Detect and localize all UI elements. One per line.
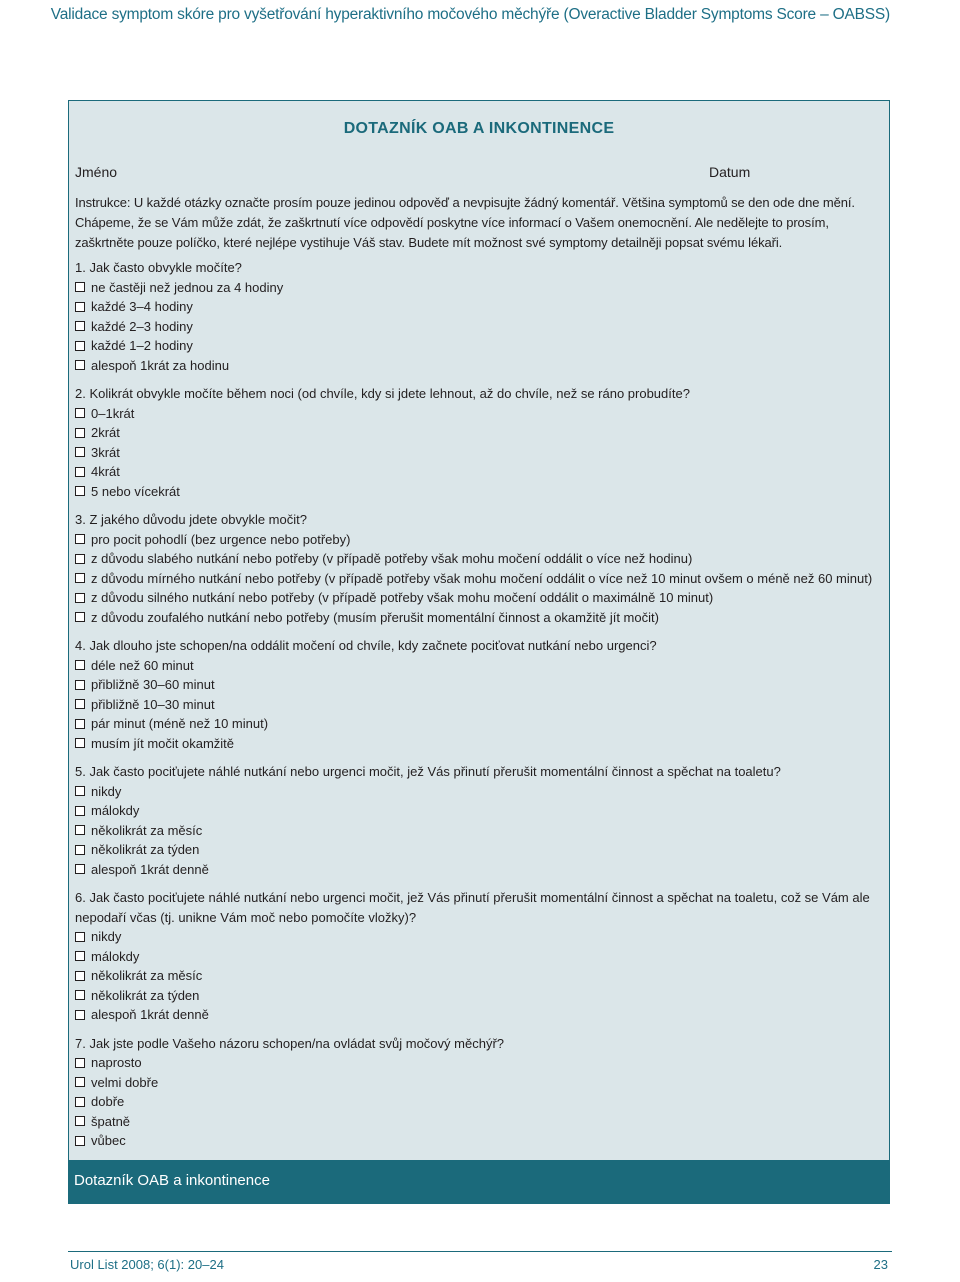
answer-option[interactable] <box>75 423 889 443</box>
answer-option[interactable] <box>75 482 889 502</box>
answer-option[interactable] <box>75 443 889 463</box>
checkbox-icon[interactable] <box>75 786 85 796</box>
answer-option-label: musím jít močit okamžitě <box>91 735 235 751</box>
answer-option-label: 2krát <box>91 425 120 441</box>
checkbox-icon[interactable] <box>75 302 85 312</box>
question-text <box>75 636 889 656</box>
answer-option-label: každé 2–3 hodiny <box>91 318 193 334</box>
checkbox-icon[interactable] <box>75 719 85 729</box>
checkbox-icon[interactable] <box>75 864 85 874</box>
form-footer-bar <box>68 1160 890 1204</box>
answer-option[interactable] <box>75 530 889 550</box>
checkbox-icon[interactable] <box>75 738 85 748</box>
answer-option[interactable] <box>75 608 889 628</box>
question-4 <box>75 636 889 753</box>
checkbox-icon[interactable] <box>75 990 85 1000</box>
answer-option-label: z důvodu mírného nutkání nebo potřeby (v případě potřeby však mohu močení oddálit o více než 10 minut ovšem o méně než 60 minut) <box>91 570 873 586</box>
form-footer-label: Dotazník OAB a inkontinence <box>74 1172 270 1189</box>
question-text-line: 5. Jak často pociťujete náhlé nutkání nebo urgenci močit, jež Vás přinutí přerušit momentální činnost a spěchat na toaletu? <box>75 764 781 779</box>
answer-option[interactable] <box>75 986 889 1006</box>
checkbox-icon[interactable] <box>75 1136 85 1146</box>
question-text-line: 4. Jak dlouho jste schopen/na oddálit močení od chvíle, kdy začnete pociťovat nutkání nebo urgenci? <box>75 638 657 653</box>
question-1 <box>75 258 889 375</box>
checkbox-icon[interactable] <box>75 971 85 981</box>
answer-option[interactable] <box>75 1053 889 1073</box>
question-text-line: 7. Jak jste podle Vašeho názoru schopen/na ovládat svůj močový měchýř? <box>75 1035 504 1051</box>
checkbox-icon[interactable] <box>75 573 85 583</box>
answer-option[interactable] <box>75 336 889 356</box>
question-text <box>75 888 889 927</box>
answer-option[interactable] <box>75 840 889 860</box>
checkbox-icon[interactable] <box>75 593 85 603</box>
checkbox-icon[interactable] <box>75 1010 85 1020</box>
answer-option-label: naprosto <box>91 1055 142 1071</box>
answer-option-label: několikrát za týden <box>91 842 200 858</box>
answer-option[interactable] <box>75 297 889 317</box>
form-title: DOTAZNÍK OAB A INKONTINENCE <box>343 120 615 137</box>
checkbox-icon[interactable] <box>75 699 85 709</box>
checkbox-icon[interactable] <box>75 360 85 370</box>
answer-option[interactable] <box>75 695 889 715</box>
answer-option[interactable] <box>75 821 889 841</box>
answer-option-label: 3krát <box>91 444 120 460</box>
answer-option-label: špatně <box>91 1113 131 1129</box>
answer-option[interactable] <box>75 966 889 986</box>
question-text-line: 1. Jak často obvykle močíte? <box>75 260 242 275</box>
name-field-label: Jméno <box>75 164 118 180</box>
question-2 <box>75 384 889 501</box>
question-text-line: 3. Z jakého důvodu jdete obvykle močit? <box>75 512 307 527</box>
checkbox-icon[interactable] <box>75 486 85 496</box>
answer-option-label: pár minut (méně než 10 minut) <box>91 716 269 732</box>
answer-option-label: alespoň 1krát denně <box>91 861 209 877</box>
answer-option-label: 5 nebo vícekrát <box>91 483 180 499</box>
date-field-label: Datum <box>709 164 751 180</box>
question-list <box>75 258 889 1160</box>
checkbox-icon[interactable] <box>75 408 85 418</box>
answer-option-label: z důvodu silného nutkání nebo potřeby (v případě potřeby však mohu močení oddálit o maximálně 10 minut) <box>91 590 714 606</box>
question-text-line: 6. Jak často pociťujete náhlé nutkání nebo urgenci močit, jež Vás přinutí přerušit momentální činnost a spěchat na toaletu, což se Vám ale <box>75 890 870 905</box>
answer-option[interactable] <box>75 1005 889 1025</box>
checkbox-icon[interactable] <box>75 612 85 622</box>
answer-option[interactable] <box>75 714 889 734</box>
answer-option-label: velmi dobře <box>91 1074 159 1090</box>
answer-option[interactable] <box>75 656 889 676</box>
checkbox-icon[interactable] <box>75 467 85 477</box>
answer-option-label: alespoň 1krát denně <box>91 1007 209 1023</box>
answer-option-label: pro pocit pohodlí (bez urgence nebo potřeby) <box>91 531 351 547</box>
answer-option-label: málokdy <box>91 803 140 819</box>
answer-option-label: přibližně 10–30 minut <box>91 696 215 712</box>
page-footer-rule <box>68 1251 892 1252</box>
answer-option-label: alespoň 1krát za hodinu <box>91 357 230 373</box>
answer-option-label: každé 1–2 hodiny <box>91 338 193 354</box>
answer-option-label: nikdy <box>91 783 122 799</box>
question-5 <box>75 762 889 879</box>
answer-option[interactable] <box>75 782 889 802</box>
checkbox-icon[interactable] <box>75 845 85 855</box>
checkbox-icon[interactable] <box>75 282 85 292</box>
answer-option-label: vůbec <box>91 1133 126 1149</box>
checkbox-icon[interactable] <box>75 825 85 835</box>
page-number: 23 <box>873 1257 888 1272</box>
checkbox-icon[interactable] <box>75 447 85 457</box>
checkbox-icon[interactable] <box>75 554 85 564</box>
answer-option[interactable] <box>75 1112 889 1132</box>
instructions <box>75 193 885 253</box>
answer-option-label: každé 3–4 hodiny <box>91 299 193 315</box>
question-text-line: 2. Kolikrát obvykle močíte během noci (od chvíle, kdy si jdete lehnout, až do chvíle, než se ráno probudíte? <box>75 386 690 401</box>
question-text-line: nepodaří včas (tj. unikne Vám moč nebo pomočíte vložky)? <box>75 909 417 925</box>
instructions-line: zaškrtněte pouze políčko, které nejlépe vystihuje Váš stav. Budete mít možnost své symptomy detailněji popsat svému lékaři. <box>75 235 783 250</box>
question-7 <box>75 1034 889 1151</box>
answer-option-label: ne častěji než jednou za 4 hodiny <box>91 279 284 295</box>
checkbox-icon[interactable] <box>75 341 85 351</box>
checkbox-icon[interactable] <box>75 321 85 331</box>
checkbox-icon[interactable] <box>75 660 85 670</box>
answer-option[interactable] <box>75 675 889 695</box>
checkbox-icon[interactable] <box>75 1077 85 1087</box>
question-text <box>75 384 889 404</box>
answer-option-label: několikrát za měsíc <box>91 822 203 838</box>
answer-option[interactable] <box>75 1131 889 1151</box>
answer-option-label: déle než 60 minut <box>91 657 194 673</box>
answer-option[interactable] <box>75 569 889 589</box>
answer-option[interactable] <box>75 734 889 754</box>
answer-option[interactable] <box>75 860 889 880</box>
question-text <box>75 258 889 278</box>
instructions-line: Instrukce: U každé otázky označte prosím pouze jedinou odpověď a nevpisujte žádný komentář. Většina symptomů se den ode dne mění. <box>75 195 855 210</box>
answer-option[interactable] <box>75 1073 889 1093</box>
answer-option-label: dobře <box>91 1094 125 1110</box>
question-6 <box>75 888 889 1025</box>
answer-option[interactable] <box>75 356 889 376</box>
answer-option-label: z důvodu slabého nutkání nebo potřeby (v případě potřeby však mohu močení oddálit o více než hodinu) <box>91 551 693 567</box>
answer-option[interactable] <box>75 801 889 821</box>
answer-option[interactable] <box>75 462 889 482</box>
question-text <box>75 510 889 530</box>
answer-option-label: několikrát za týden <box>91 987 200 1003</box>
question-text <box>75 762 889 782</box>
checkbox-icon[interactable] <box>75 428 85 438</box>
answer-option-label: nikdy <box>91 929 122 945</box>
checkbox-icon[interactable] <box>75 1058 85 1068</box>
answer-option-label: málokdy <box>91 948 140 964</box>
answer-option-label: z důvodu zoufalého nutkání nebo potřeby (musím přerušit momentální činnost a okamžitě jít močit) <box>91 609 659 625</box>
running-header-title: Validace symptom skóre pro vyšetřování hyperaktivního močového měchýře (Overactive Bladder Symptoms Score – OABSS) <box>50 6 890 23</box>
question-3 <box>75 510 889 627</box>
journal-citation: Urol List 2008; 6(1): 20–24 <box>70 1257 224 1272</box>
answer-option[interactable] <box>75 1092 889 1112</box>
answer-option[interactable] <box>75 588 889 608</box>
answer-option[interactable] <box>75 317 889 337</box>
answer-option[interactable] <box>75 278 889 298</box>
checkbox-icon[interactable] <box>75 534 85 544</box>
answer-option-label: 4krát <box>91 464 120 480</box>
instructions-line: Chápeme, že se Vám může zdát, že zaškrtnutí více odpovědí poskytne více informací o Vašem onemocnění. Ale nedělejte to prosím, <box>75 215 829 230</box>
checkbox-icon[interactable] <box>75 1097 85 1107</box>
answer-option[interactable] <box>75 404 889 424</box>
answer-option[interactable] <box>75 947 889 967</box>
checkbox-icon[interactable] <box>75 680 85 690</box>
checkbox-icon[interactable] <box>75 951 85 961</box>
answer-option-label: několikrát za měsíc <box>91 968 203 984</box>
answer-option-label: 0–1krát <box>91 405 135 421</box>
checkbox-icon[interactable] <box>75 932 85 942</box>
answer-option[interactable] <box>75 927 889 947</box>
checkbox-icon[interactable] <box>75 1116 85 1126</box>
answer-option[interactable] <box>75 549 889 569</box>
checkbox-icon[interactable] <box>75 806 85 816</box>
question-text <box>75 1034 889 1054</box>
answer-option-label: přibližně 30–60 minut <box>91 677 215 693</box>
questionnaire-form <box>68 100 890 1204</box>
